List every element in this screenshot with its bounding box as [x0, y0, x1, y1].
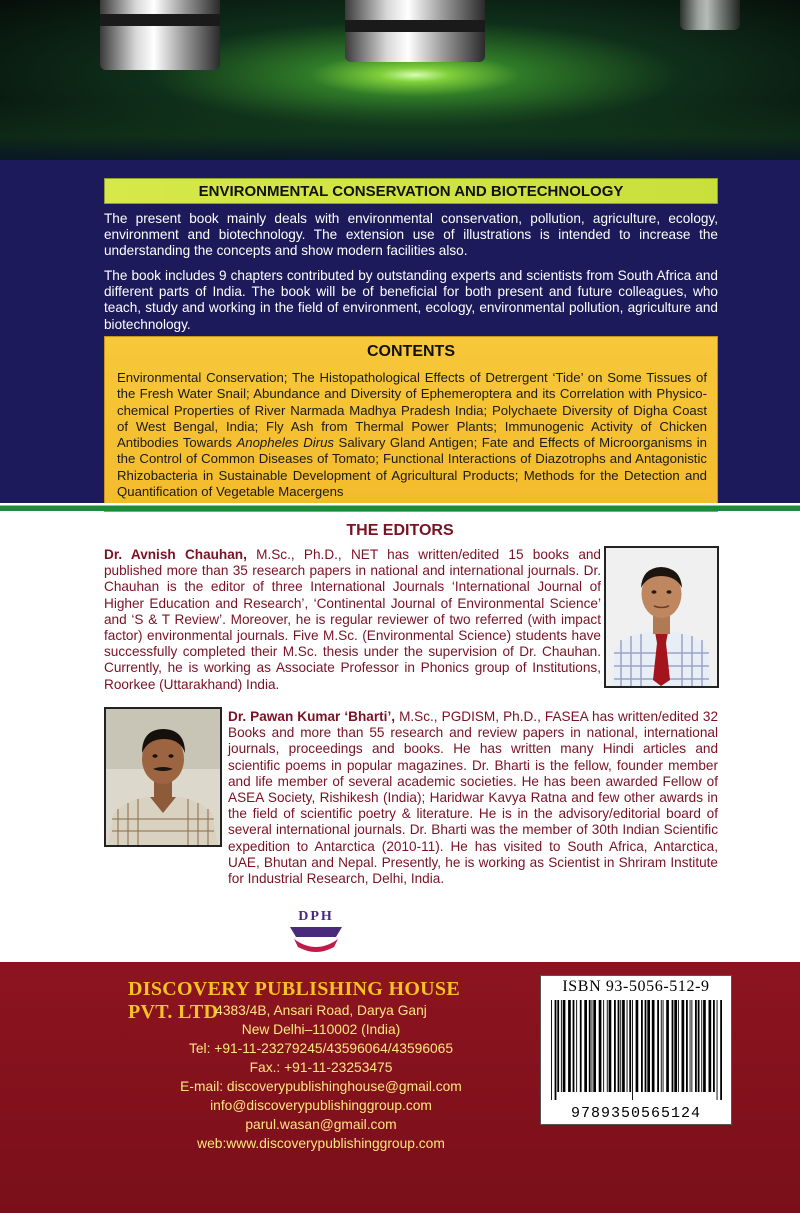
barcode-bar — [682, 1000, 685, 1092]
barcode-bar — [555, 1000, 557, 1100]
barcode-bar — [599, 1000, 602, 1092]
barcode-bar — [720, 1000, 722, 1100]
barcode-bar — [672, 1000, 674, 1092]
editor1-portrait — [606, 548, 717, 686]
barcode-bar — [666, 1000, 669, 1092]
barcode-bar — [629, 1000, 631, 1092]
editor2-bio — [228, 709, 718, 887]
barcode-bar — [609, 1000, 612, 1092]
barcode-bar — [647, 1000, 650, 1092]
barcode-bar — [636, 1000, 639, 1092]
barcode-bars — [551, 1000, 723, 1100]
editor1-bio — [104, 547, 601, 693]
barcode-bar — [561, 1000, 562, 1092]
barcode-bar — [674, 1000, 677, 1092]
contents-text-part-1: Environmental Conservation; The Histopathological Effects of Detrergent ‘Tide’ on Some Tissues of the Fresh Water Snail; Abundance and Diversity of Ephemeroptera and its Correlation with Physico-chemical Properties of River Narmada Madhya Pradesh India; Polychaete Diversity of Digha Coast of West Bengal, India; Fly Ash from Thermal Power Plants; Immunogenic Activity of Chicken Antibodies Towards — [117, 370, 707, 451]
dph-logo — [286, 909, 346, 953]
publisher-website: web:www.discoverypublishinggroup.com — [197, 1136, 445, 1151]
microscope-objective-right — [680, 0, 740, 30]
barcode-bar — [627, 1000, 628, 1092]
barcode-bar — [580, 1000, 582, 1092]
contents-text-part-2: Salivary Gland Antigen; Fate and Effects of Microorganisms in the Control of Common Diseases of Tomato; Functional Interactions of Diazotrophs and Antagonistic Rhizobacteria in Sustainable Development of Agricultural Products; Methods for the Detection and Quantification of Vegetable Macergens — [117, 435, 707, 500]
editor1-name: Dr. Avnish Chauhan, — [104, 547, 247, 562]
barcode-bar — [663, 1000, 664, 1092]
dph-logo-text: DPH — [298, 909, 334, 924]
contents-text — [117, 370, 707, 500]
photo-fade — [0, 100, 800, 160]
cover-photo-microscope — [0, 0, 800, 160]
barcode-bar — [622, 1000, 625, 1092]
editor2-bio-text: M.Sc., PGDISM, Ph.D., FASEA has written/edited 32 Books and more than 55 research and review papers in national, international journals, proceedings and books. He has written many Hindi articles and scientific poems in popular magazines. Dr. Bharti is the fellow, founder member and life member of several academic societies. He has been awarded Fellow of ASEA Society, Rishikesh (India); Haridwar Kavya Ratna and few other awards in the field of scientific poetry & literature. He is in the advisory/editorial board of several international journals. Dr. Bharti was the member of 30th Indian Scientific expedition to Antarctica (2010-11). He has visited to South Africa, Antarctica, UAE, Bhutan and Nepal. Presently, he is working as Scientist in Shriram Institute for Industrial Research, Delhi, India. — [228, 709, 718, 887]
barcode-bar — [695, 1000, 697, 1092]
intro-paragraph-2: The book includes 9 chapters contributed by outstanding experts and scientists from South Africa and different parts of India. The book will be of beneficial for both present and future colleagues, who teach, study and working in the field of environment, ecology, environmental pollution, agriculture and biotechnology. — [104, 268, 718, 332]
publisher-email: E-mail: discoverypublishinghouse@gmail.com — [180, 1079, 462, 1094]
publisher-email-parul: parul.wasan@gmail.com — [245, 1117, 397, 1132]
microscope-objective-center — [345, 0, 485, 62]
barcode-bar — [678, 1000, 679, 1092]
green-divider-stripe — [0, 503, 800, 511]
barcode-bar — [661, 1000, 662, 1092]
barcode-bar — [573, 1000, 575, 1092]
isbn-barcode — [540, 975, 732, 1125]
barcode-bar — [607, 1000, 608, 1092]
barcode-bar — [592, 1000, 593, 1092]
editor1-bio-text: M.Sc., Ph.D., NET has written/edited 15 books and published more than 35 research papers in national and international journals. Dr. Chauhan is the editor of three International Journals ‘International Journal of Higher Education and Research’, ‘Continental Journal of Environmental Science’ and ‘S & T Review’. Moreover, he is regular reviewer of two referred (with impact factor) environmental journals. Five M.Sc. (Environmental Science) students have successfully completed their M.Sc. thesis under the supervision of Dr. Chauhan. Currently, he is working as Associate Professor in Phonics group of Institutions, Roorkee (Uttarakhand) India. — [104, 547, 601, 692]
publisher-phone: Tel: +91-11-23279245/43596064/43596065 — [188, 1041, 454, 1056]
microscope-objective-left — [100, 0, 220, 70]
isbn-label: ISBN 93-5056-512-9 — [562, 978, 710, 995]
contents-text-italic: Anopheles Dirus — [236, 435, 335, 451]
contents-box — [104, 336, 718, 512]
barcode-bar — [686, 1000, 688, 1092]
intro-paragraph-1: The present book mainly deals with environmental conservation, pollution, agriculture, ecology, environment and biotechnology. The extension use of illustrations is intended to increase the understanding the concepts and show modern facilities also. — [104, 211, 718, 259]
editor1-photo — [604, 546, 719, 688]
barcode-bar — [620, 1000, 621, 1092]
barcode-bar — [593, 1000, 596, 1092]
barcode-bar — [568, 1000, 571, 1092]
barcode-bar — [717, 1000, 718, 1100]
barcode-bar — [576, 1000, 577, 1092]
editors-heading: THE EDITORS — [346, 522, 454, 539]
publisher-email-info: info@discoverypublishinggroup.com — [210, 1098, 432, 1113]
publisher-name: DISCOVERY PUBLISHING HOUSE PVT. LTD — [128, 978, 460, 1023]
dph-logo-emblem — [286, 925, 346, 953]
barcode-bar — [645, 1000, 647, 1092]
barcode-bar — [701, 1000, 702, 1092]
barcode-bar — [551, 1000, 552, 1100]
barcode-bar — [690, 1000, 691, 1092]
barcode-bar — [614, 1000, 616, 1092]
publisher-fax: Fax.: +91-11-23253475 — [249, 1060, 393, 1075]
book-title-bar: ENVIRONMENTAL CONSERVATION AND BIOTECHNOLOGY — [104, 178, 718, 204]
publisher-address-line-2: New Delhi–110002 (India) — [241, 1022, 401, 1037]
editor2-portrait — [106, 709, 220, 845]
barcode-bar — [589, 1000, 591, 1092]
barcode-bar — [713, 1000, 715, 1092]
contents-heading: CONTENTS — [367, 343, 455, 360]
barcode-bar — [657, 1000, 659, 1092]
barcode-bar — [603, 1000, 604, 1092]
barcode-bar — [709, 1000, 712, 1092]
barcode-bar — [691, 1000, 692, 1092]
barcode-bar — [698, 1000, 700, 1092]
editor2-photo — [104, 707, 222, 847]
barcode-bar — [641, 1000, 643, 1092]
barcode-bar — [703, 1000, 706, 1092]
barcode-bar — [652, 1000, 655, 1092]
barcode-bar — [563, 1000, 566, 1092]
barcode-bar — [557, 1000, 559, 1092]
editor2-name: Dr. Pawan Kumar ‘Bharti’, — [228, 709, 396, 724]
barcode-bar — [618, 1000, 620, 1092]
publisher-address-line-1: 4383/4B, Ansari Road, Darya Ganj — [215, 1003, 427, 1018]
isbn-digits: 9789350565124 — [570, 1105, 702, 1122]
barcode-bar — [584, 1000, 587, 1092]
barcode-bar — [632, 1000, 633, 1100]
